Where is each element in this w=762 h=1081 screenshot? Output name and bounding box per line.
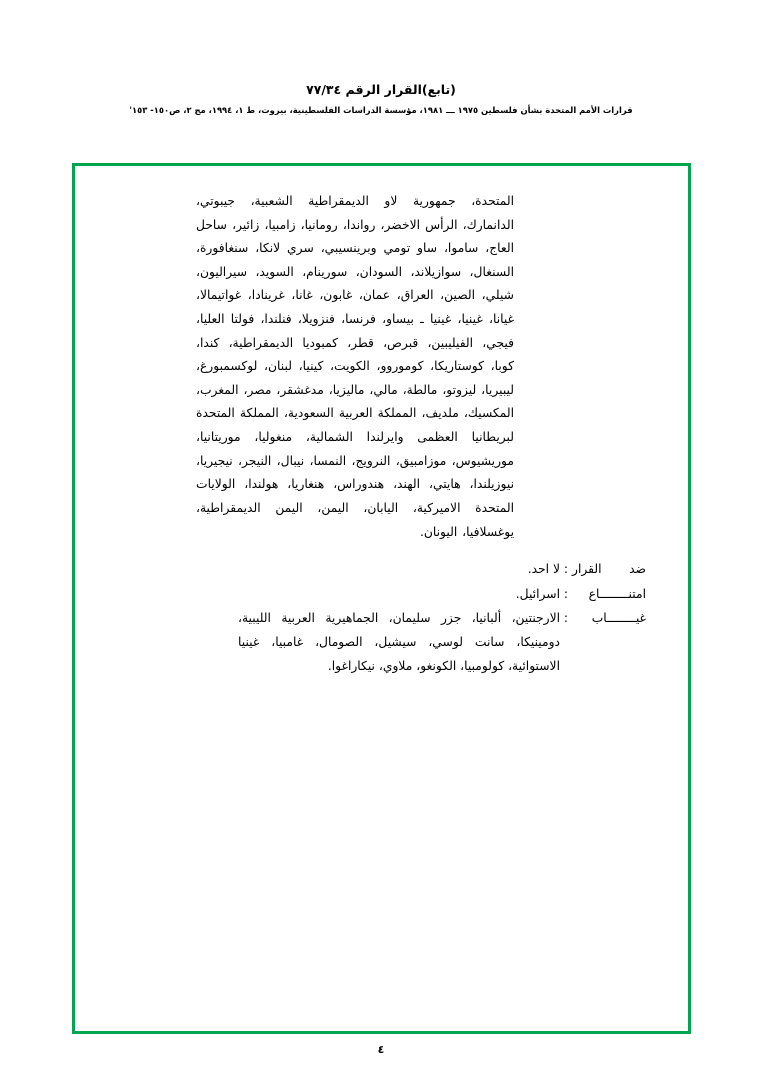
- source-citation: قرارات الأمم المتحدة بشأن فلسطين ١٩٧٥ ـــ ١٩٨١، مؤسسة الدراسات الفلسطينية، بيروت، ط ١، ١٩٩٤، مج ٢، ص١٥٠- ١٥٣': [129, 105, 633, 116]
- vote-row: [156, 583, 646, 607]
- page-number: ٤: [377, 1043, 385, 1056]
- vote-results: [156, 558, 646, 678]
- content-frame: [72, 163, 691, 1034]
- page-header: [0, 82, 762, 116]
- country-list-paragraph: المتحدة، جمهورية لاو الديمقراطية الشعبية، جيبوتي، الدانمارك، الرأس الاخضر، رواندا، رومانيا، زامبيا، زائير، ساحل العاج، ساموا، ساو تومي وبرينسيبي، سري لانكا، سنغافورة، السنغال، سوازيلاند، السودان، سورينام، السويد، سيراليون، شيلي، الصين، العراق، عمان، غابون، غانا، غرينادا، غواتيمالا، غيانا، غينيا، غينيا ـ بيساو، فرنسا، فنزويلا، فنلندا، فولتا العليا، فيجي، الفيليبين، قبرص، قطر، كمبوديا الديمقراطية، كندا، كوبا، كوستاريكا، كوموروو، الكويت، كينيا، لبنان، لوكسمبورغ، ليبيريا، ليزوتو، مالطة، مالي، ماليزيا، مدغشقر، مصر، المغرب، المكسيك، ملديف، المملكة العربية السعودية، المملكة المتحدة لبريطانيا العظمى وايرلندا الشمالية، منغوليا، موريتانيا، موريشيوس، موزامبيق، النرويج، النمسا، نيبال، النيجر، نيجيريا، نيوزيلندا، هايتي، الهند، هندوراس، هنغاريا، هولندا، الولايات المتحدة الاميركية، اليابان، اليمن، اليمن الديمقراطية، يوغسلافيا، اليونان.: [196, 194, 514, 539]
- vote-label: امتنــــــــاع: [588, 586, 646, 601]
- vote-separator: :: [563, 586, 569, 601]
- vote-label: غيــــــــاب: [591, 611, 646, 626]
- vote-value: لا احد.: [527, 562, 560, 577]
- vote-row: [156, 607, 646, 678]
- content-body: [156, 190, 646, 679]
- page-title: (تابع)القرار الرقم ٧٧/٣٤: [306, 82, 456, 97]
- vote-value: الارجنتين، ألبانيا، جزر سليمان، الجماهيرية العربية الليبية، دومينيكا، سانت لوسي، سيشيل، الصومال، غامبيا، غينيا الاستوائية، كولومبيا، الكونغو، ملاوي، نيكاراغوا.: [238, 611, 560, 673]
- vote-row: [156, 558, 646, 582]
- vote-separator: :: [563, 611, 569, 626]
- vote-separator: :: [563, 562, 569, 577]
- vote-label: ضد القرار: [572, 562, 646, 577]
- vote-value: اسرائيل.: [515, 586, 560, 601]
